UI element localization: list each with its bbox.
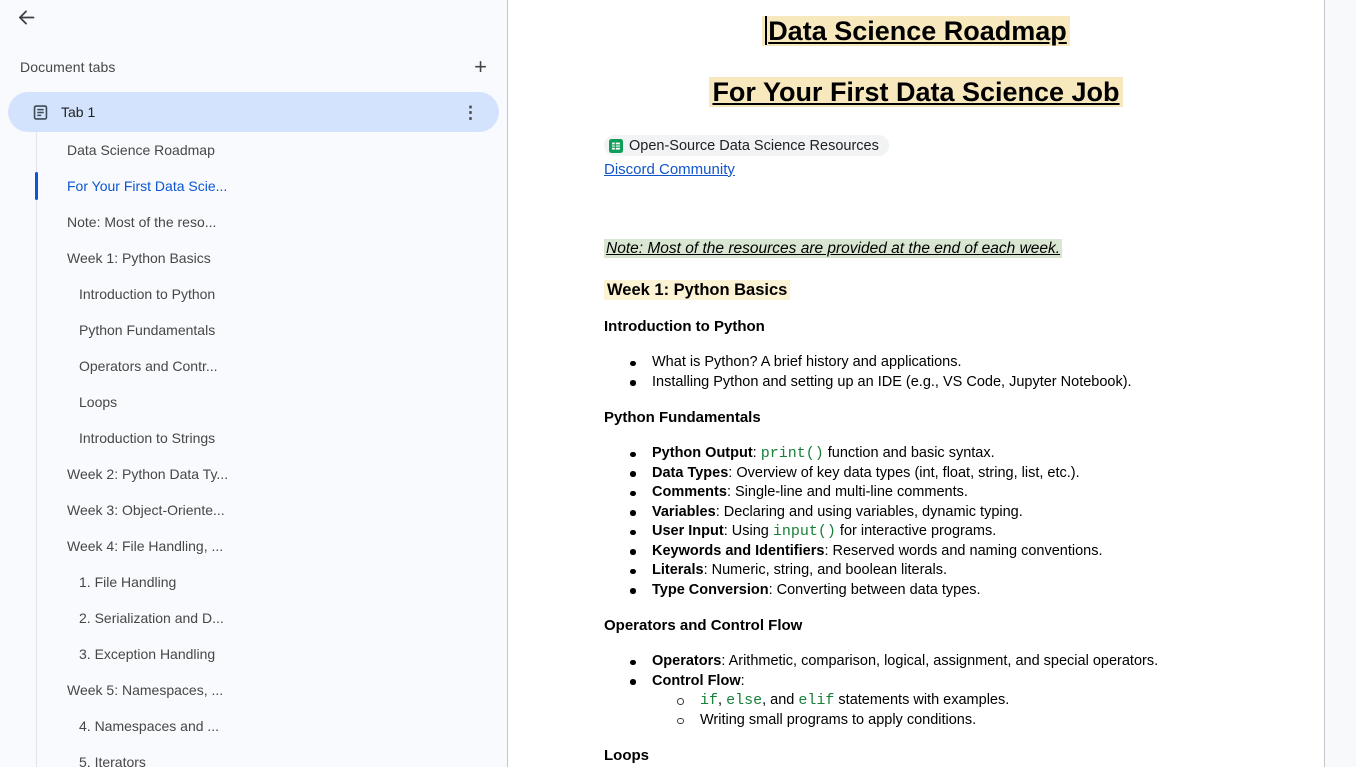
chip-label: Open-Source Data Science Resources	[629, 137, 879, 154]
outline-item[interactable]	[37, 276, 507, 312]
text-run: Variables	[652, 503, 716, 520]
document-body	[604, 280, 1228, 764]
add-tab-button[interactable]: +	[474, 54, 487, 79]
text-run: , and	[762, 692, 799, 708]
bullet-item	[604, 542, 1228, 562]
text-run: Python Output	[652, 445, 753, 461]
doc-title-line1: Data Science Roadmap	[604, 14, 1228, 48]
text-run: : Declaring and using variables, dynamic typing.	[715, 503, 1023, 520]
outline-item-label: Introduction to Strings	[79, 430, 216, 446]
sidebar-title: Document tabs	[20, 59, 116, 75]
outline-item[interactable]	[37, 132, 507, 168]
outline-item[interactable]	[37, 636, 507, 672]
section-heading: Introduction to Python	[604, 318, 765, 335]
sheets-icon	[609, 139, 623, 153]
outline-item-label: Week 3: Object-Oriente...	[67, 502, 225, 518]
text-run: : Overview of key data types (int, float, string, list, etc.).	[728, 464, 1080, 481]
outline-item-label: Introduction to Python	[79, 286, 216, 302]
outline-item[interactable]	[37, 492, 507, 528]
section-heading: Python Fundamentals	[604, 409, 761, 426]
bullet-item	[604, 464, 1228, 484]
section-heading: Loops	[604, 747, 649, 764]
text-run: :	[752, 445, 761, 461]
sidebar-header	[20, 54, 487, 79]
text-run: : Reserved words and naming conventions.	[824, 542, 1103, 559]
right-gutter	[1325, 0, 1356, 767]
outline-item[interactable]	[37, 564, 507, 600]
outline-item[interactable]	[37, 456, 507, 492]
outline-item[interactable]	[37, 672, 507, 708]
bullet-list	[604, 353, 1228, 392]
outline-item[interactable]	[37, 240, 507, 276]
bullet-item	[604, 353, 1228, 373]
bullet-item	[604, 503, 1228, 523]
tab-item-tab1[interactable]	[8, 92, 499, 132]
text-run: : Single-line and multi-line comments.	[726, 484, 968, 500]
bullet-item	[604, 581, 1228, 601]
outline-item-label: Week 4: File Handling, ...	[67, 538, 224, 554]
document-tabs-sidebar	[0, 0, 508, 767]
text-run: Installing Python and setting up an IDE (e.g., VS Code, Jupyter Notebook).	[652, 373, 1132, 390]
outline-item-label: Week 1: Python Basics	[67, 250, 211, 266]
text-run: Keywords and Identifiers	[652, 542, 825, 559]
text-run: Type Conversion	[652, 581, 769, 598]
document-outline	[36, 132, 507, 767]
text-run: Control Flow	[652, 672, 741, 689]
outline-item-label: Data Science Roadmap	[67, 142, 215, 158]
text-run: function and basic syntax.	[823, 445, 995, 461]
bullet-item	[604, 522, 1228, 542]
outline-item-label: 2. Serialization and D...	[79, 610, 224, 626]
doc-title-line2: For Your First Data Science Job	[604, 75, 1228, 109]
text-run: statements with examples.	[834, 692, 1010, 708]
text-run: ,	[718, 692, 727, 708]
bullet-item	[604, 672, 1228, 731]
discord-community-link[interactable]: Discord Community	[604, 160, 735, 178]
outline-item[interactable]	[37, 528, 507, 564]
outline-item[interactable]	[37, 708, 507, 744]
outline-item[interactable]	[37, 420, 507, 456]
bullet-item	[652, 691, 1228, 711]
bullet-item	[604, 483, 1228, 503]
text-run: Operators	[652, 653, 722, 669]
outline-item-label: For Your First Data Scie...	[67, 178, 228, 194]
inline-code: elif	[798, 692, 835, 709]
outline-item[interactable]	[37, 312, 507, 348]
text-run: : Using	[723, 523, 773, 539]
outline-item[interactable]	[37, 744, 507, 767]
highlighted-text: Week 1: Python Basics	[604, 280, 790, 300]
bullet-item	[652, 711, 1228, 731]
inline-code: else	[726, 692, 763, 709]
bullet-item	[604, 444, 1228, 464]
outline-item-label: Week 5: Namespaces, ...	[67, 682, 224, 698]
sub-bullet-list	[652, 691, 1228, 730]
section-heading	[604, 280, 1228, 301]
text-run: for interactive programs.	[835, 523, 997, 539]
bullet-list	[604, 652, 1228, 730]
outline-item[interactable]	[37, 384, 507, 420]
back-button[interactable]	[14, 5, 38, 29]
outline-item-label: 1. File Handling	[79, 574, 177, 590]
text-run: Writing small programs to apply conditions.	[700, 711, 977, 728]
outline-item[interactable]	[37, 204, 507, 240]
bullet-list	[604, 444, 1228, 600]
text-run: Data Types	[652, 464, 729, 481]
inline-code: input()	[772, 523, 836, 540]
outline-item[interactable]	[37, 600, 507, 636]
document-page[interactable]	[508, 0, 1325, 767]
chip-row	[604, 135, 1228, 158]
outline-item[interactable]	[37, 168, 507, 204]
tab-label: Tab 1	[61, 104, 96, 120]
text-run: : Numeric, string, and boolean literals.	[703, 562, 947, 578]
outline-item-label: 4. Namespaces and ...	[79, 718, 220, 734]
text-cursor	[765, 16, 767, 45]
section-heading: Operators and Control Flow	[604, 617, 803, 634]
text-run: What is Python? A brief history and applications.	[652, 354, 962, 370]
outline-item[interactable]	[37, 348, 507, 384]
text-run: : Converting between data types.	[768, 581, 981, 598]
outline-item-label: Operators and Contr...	[79, 358, 218, 374]
text-run: : Arithmetic, comparison, logical, assignment, and special operators.	[721, 653, 1159, 669]
text-run: Literals	[652, 562, 704, 578]
text-run: User Input	[652, 523, 724, 539]
bullet-item	[604, 373, 1228, 393]
inline-code: print()	[760, 445, 824, 462]
outline-item-label: Python Fundamentals	[79, 322, 216, 338]
bullet-item	[604, 652, 1228, 672]
text-run: Comments	[652, 484, 727, 500]
bullet-item	[604, 561, 1228, 581]
outline-item-label: Loops	[79, 394, 118, 410]
tab-options-icon[interactable]: ⋮	[462, 102, 479, 122]
note-line: Note: Most of the resources are provided at the end of each week.	[606, 239, 1061, 257]
outline-item-label: 5. Iterators	[79, 754, 146, 767]
outline-item-label: Note: Most of the reso...	[67, 214, 217, 230]
document-icon	[32, 104, 49, 121]
inline-code: if	[700, 692, 719, 709]
outline-item-label: 3. Exception Handling	[79, 646, 216, 662]
outline-item-label: Week 2: Python Data Ty...	[67, 466, 229, 482]
sheets-smart-chip[interactable]	[604, 135, 889, 156]
text-run: :	[740, 672, 745, 689]
arrow-left-icon	[16, 7, 37, 28]
